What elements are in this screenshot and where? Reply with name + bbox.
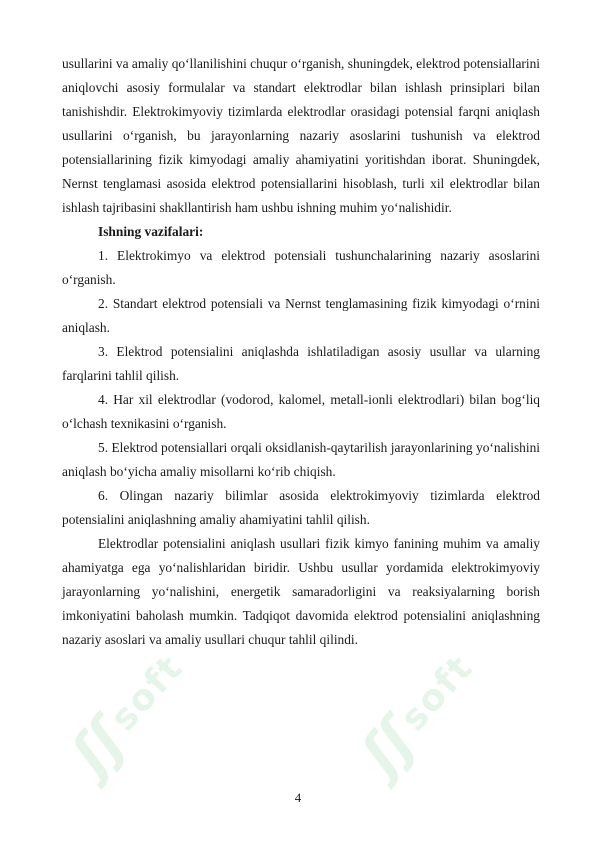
watermark-logo: ʃʃ soft: [348, 646, 482, 787]
task-item: 4. Har xil elektrodlar (vodorod, kalomel, metall-ionli elektrodlari) bilan bog‘liq o‘lchash texnikasini o‘rganish.: [62, 392, 540, 431]
document-body: [62, 52, 540, 652]
task-item: 5. Elektrod potensiallari orqali oksidlanish-qaytarilish jarayonlarining yo‘nalishini aniqlash bo‘yicha amaliy misollarni ko‘rib chiqish.: [62, 440, 540, 479]
task-item: 6. Olingan nazariy bilimlar asosida elektrokimyoviy tizimlarda elektrod potensialini aniqlashning amaliy ahamiyatini tahlil qilish.: [62, 488, 540, 527]
task-item: 2. Standart elektrod potensiali va Nernst tenglamasining fizik kimyodagi o‘rnini aniqlash.: [62, 296, 540, 335]
task-item: 1. Elektrokimyo va elektrod potensiali tushunchalarining nazariy asoslarini o‘rganish.: [62, 248, 540, 287]
page-number: 4: [294, 790, 302, 805]
intro-paragraph: usullarini va amaliy qo‘llanilishini chuqur o‘rganish, shuningdek, elektrod potensiallarini aniqlovchi asosiy formulalar va standart elektrodlar bilan ishlash prinsiplari bilan tanishishdir. Elektrokimyoviy tizimlarda elektrodlar orasidagi potensial farqni aniqlash usullarini o‘rganish, bu jarayonlarning nazariy asoslarini tushunish va elektrod potensiallarining fizik kimyodagi amaliy ahamiyatini yoritishdan iborat. Shuningdek, Nernst tenglamasi asosida elektrod potensiallarini hisoblash, turli xil elektrodlar bilan ishlash tajribasini shakllantirish ham ushbu ishning muhim yo‘nalishidir.: [62, 56, 541, 215]
closing-paragraph: Elektrodlar potensialini aniqlash usullari fizik kimyo fanining muhim va amaliy ahamiyatga ega yo‘nalishlaridan biridir. Ushbu usullar yordamida elektrokimyoviy jarayonlarning yo‘nalishini, energetik samaradorligini va reaksiyalarning borish imkoniyatini baholash mumkin. Tadqiqot davomida elektrod potensialini aniqlashning nazariy asoslari va amaliy usullari chuqur tahlil qilindi.: [62, 536, 540, 647]
watermark-logo: ʃʃ soft: [58, 646, 192, 787]
tasks-heading: Ishning vazifalari:: [98, 224, 204, 239]
task-item: 3. Elektrod potensialini aniqlashda ishlatiladigan asosiy usullar va ularning farqlarini tahlil qilish.: [62, 344, 540, 383]
